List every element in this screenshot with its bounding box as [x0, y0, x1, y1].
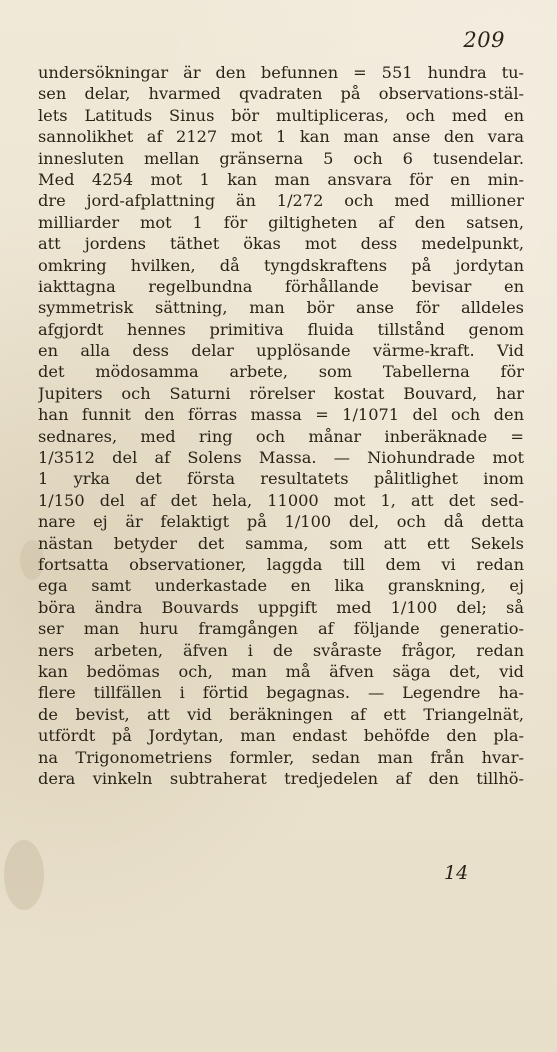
text-line: en alla dess delar upplösande värme-kraft. Vid	[38, 341, 524, 361]
text-line: milliarder mot 1 för giltigheten af den satsen,	[38, 212, 524, 232]
catchword: 14	[444, 862, 469, 884]
text-line: symmetrisk sättning, man bör anse för alldeles	[38, 298, 524, 318]
text-line: ega samt underkastade en lika granskning, ej	[38, 576, 524, 596]
text-line: sen delar, hvarmed qvadraten på observations-stäl-	[38, 84, 524, 104]
page-number: 209	[463, 28, 505, 52]
paper-stain	[4, 840, 44, 910]
text-line: undersökningar är den befunnen = 551 hundra tu-	[38, 63, 524, 82]
text-line: ser man huru framgången af följande generatio-	[38, 619, 524, 639]
text-line: det mödosamma arbete, som Tabellerna för	[38, 362, 524, 382]
text-line: böra ändra Bouvards uppgift med 1/100 del; så	[38, 597, 524, 617]
text-line: Jupiters och Saturni rörelser kostat Bouvard, har	[38, 383, 524, 403]
text-line: Med 4254 mot 1 kan man ansvara för en min-	[38, 169, 524, 189]
body-text	[38, 62, 524, 789]
text-line: 1/150 del af det hela, 11000 mot 1, att det sed-	[38, 490, 524, 510]
text-line: sannolikhet af 2127 mot 1 kan man anse den vara	[38, 127, 524, 147]
text-line: utfördt på Jordytan, man endast behöfde den pla-	[38, 726, 524, 746]
text-line: att jordens täthet ökas mot dess medelpunkt,	[38, 234, 524, 254]
text-line: sednares, med ring och månar inberäknade =	[38, 426, 524, 446]
text-line: 1/3512 del af Solens Massa. — Niohundrade mot	[38, 448, 524, 468]
text-line: nare ej är felaktigt på 1/100 del, och då detta	[38, 512, 524, 532]
text-line: 1 yrka det första resultatets pålitlighet inom	[38, 469, 524, 489]
text-line: na Trigonometriens formler, sedan man från hvar-	[38, 747, 524, 767]
text-line: omkring hvilken, då tyngdskraftens på jordytan	[38, 255, 524, 275]
text-line: fortsatta observationer, laggda till dem vi redan	[38, 554, 524, 574]
text-line: flere tillfällen i förtid begagnas. — Legendre ha-	[38, 683, 524, 703]
text-line: de bevist, att vid beräkningen af ett Triangelnät,	[38, 704, 524, 724]
text-line: lets Latituds Sinus bör multipliceras, och med en	[38, 105, 524, 125]
text-line: kan bedömas och, man må äfven säga det, vid	[38, 661, 524, 681]
text-line: dre jord-afplattning än 1/272 och med millioner	[38, 191, 524, 211]
text-line: innesluten mellan gränserna 5 och 6 tusendelar.	[38, 148, 524, 168]
text-line: iakttagna regelbundna förhållande bevisar en	[38, 276, 524, 296]
text-line: han funnit den förras massa = 1/1071 del och den	[38, 405, 524, 425]
text-line: dera vinkeln subtraherat tredjedelen af den tillhö-	[38, 768, 524, 788]
text-line: afgjordt hennes primitiva fluida tillstånd genom	[38, 319, 524, 339]
text-line: nästan betyder det samma, som att ett Sekels	[38, 533, 524, 553]
text-line: ners arbeten, äfven i de svåraste frågor, redan	[38, 640, 524, 660]
